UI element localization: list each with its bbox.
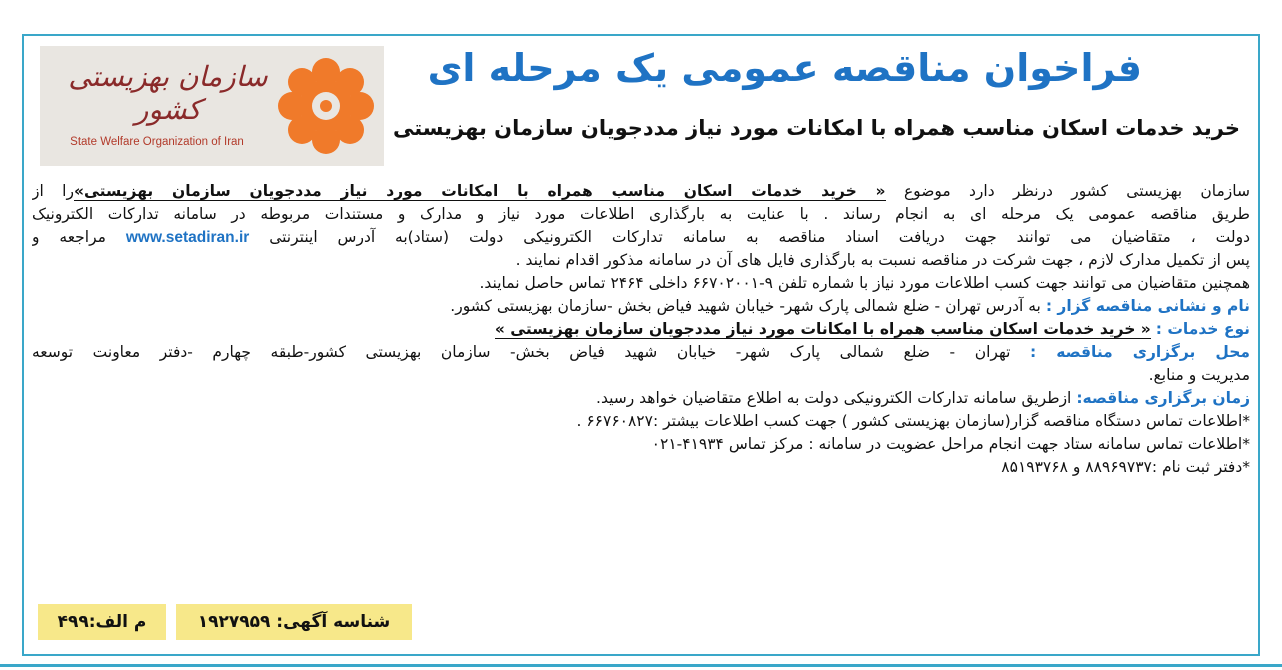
contact-text: *اطلاعات تماس دستگاه مناقصه گزار(سازمان بهزیستی کشور ) جهت کسب اطلاعات بیشتر :۶۶۷۶۰۸۲۷ . xyxy=(576,412,1250,430)
paragraph-line xyxy=(32,203,1250,226)
flower-logo-icon xyxy=(272,52,380,160)
time-line xyxy=(32,387,1250,410)
ad-body xyxy=(32,180,1250,479)
page-title: فراخوان مناقصه عمومی یک مرحله ای xyxy=(427,46,1142,90)
setad-link[interactable]: www.setadiran.ir xyxy=(125,229,250,246)
body-text: همچنین متقاضیان می توانند جهت کسب اطلاعات مورد نیاز با شماره تلفن ۹-۶۶۷۰۲۰۰۱ داخلی ۲۴۶۴ تماس حاصل نمایند. xyxy=(479,274,1250,292)
venue-line xyxy=(32,341,1250,364)
venue-label: محل برگزاری مناقصه : xyxy=(1029,343,1250,361)
organization-logo xyxy=(40,46,384,166)
bottom-divider xyxy=(0,664,1282,667)
subject-text: « خرید خدمات اسکان مناسب همراه با امکانات مورد نیاز مددجویان سازمان بهزیستی» xyxy=(73,182,886,200)
paragraph-line xyxy=(32,180,1250,203)
contact-text: *دفتر ثبت نام :۸۸۹۶۹۷۳۷ و ۸۵۱۹۳۷۶۸ xyxy=(1001,458,1250,476)
contact-text: *اطلاعات تماس سامانه ستاد جهت انجام مراحل عضویت در سامانه : مرکز تماس ۴۱۹۳۴-۰۲۱ xyxy=(651,435,1250,453)
body-text: را از xyxy=(32,182,74,200)
contact-line xyxy=(32,410,1250,433)
time-value: ازطریق سامانه تدارکات الکترونیکی دولت به اطلاع متقاضیان خواهد رسید. xyxy=(596,389,1072,407)
contact-line xyxy=(32,456,1250,479)
ad-id-badge: شناسه آگهی: ۱۹۲۷۹۵۹ xyxy=(176,604,412,640)
paragraph-line xyxy=(32,272,1250,295)
ad-code-badge: م الف:۴۹۹ xyxy=(38,604,166,640)
body-text: مراجعه و xyxy=(32,228,106,246)
address-value: به آدرس تهران - ضلع شمالی پارک شهر- خیابان شهید فیاض بخش -سازمان بهزیستی کشور. xyxy=(450,297,1041,315)
venue-value-2: مدیریت و منابع. xyxy=(1148,366,1250,384)
body-text: طریق مناقصه عمومی یک مرحله ای به انجام رساند . با عنایت به بارگذاری اطلاعات مورد نیاز و مدارک و مستندات مربوطه در سامانه تدارکات الکترونیک xyxy=(32,205,1250,223)
service-line xyxy=(32,318,1250,341)
address-line xyxy=(32,295,1250,318)
page-subtitle: خرید خدمات اسکان مناسب همراه با امکانات مورد نیاز مددجویان سازمان بهزیستی xyxy=(392,116,1240,140)
body-text: دولت ، متقاضیان می توانند جهت دریافت اسناد مناقصه به سامانه تدارکات الکترونیکی دولت (ستاد)به آدرس اینترنتی xyxy=(269,228,1250,246)
body-text: سازمان بهزیستی کشور درنظر دارد موضوع xyxy=(903,182,1250,200)
venue-line-2 xyxy=(32,364,1250,387)
service-value: « خرید خدمات اسکان مناسب همراه با امکانات مورد نیاز مددجویان سازمان بهزیستی » xyxy=(494,320,1151,338)
logo-name-fa: سازمان بهزیستی کشور xyxy=(68,60,268,126)
time-label: زمان برگزاری مناقصه: xyxy=(1076,389,1250,407)
body-text: پس از تکمیل مدارک لازم ، جهت شرکت در مناقصه نسبت به بارگذاری فایل های آن در سامانه مذکور اقدام نمایند . xyxy=(515,251,1250,269)
service-label: نوع خدمات : xyxy=(1155,320,1250,338)
venue-value: تهران - ضلع شمالی پارک شهر- خیابان شهید فیاض بخش- سازمان بهزیستی کشور-طبقه چهارم -دفتر معاونت توسعه xyxy=(32,343,1011,361)
address-label: نام و نشانی مناقصه گزار : xyxy=(1045,297,1250,315)
contact-line xyxy=(32,433,1250,456)
paragraph-line xyxy=(32,249,1250,272)
paragraph-line xyxy=(32,226,1250,249)
logo-name-en: State Welfare Organization of Iran xyxy=(70,136,244,148)
